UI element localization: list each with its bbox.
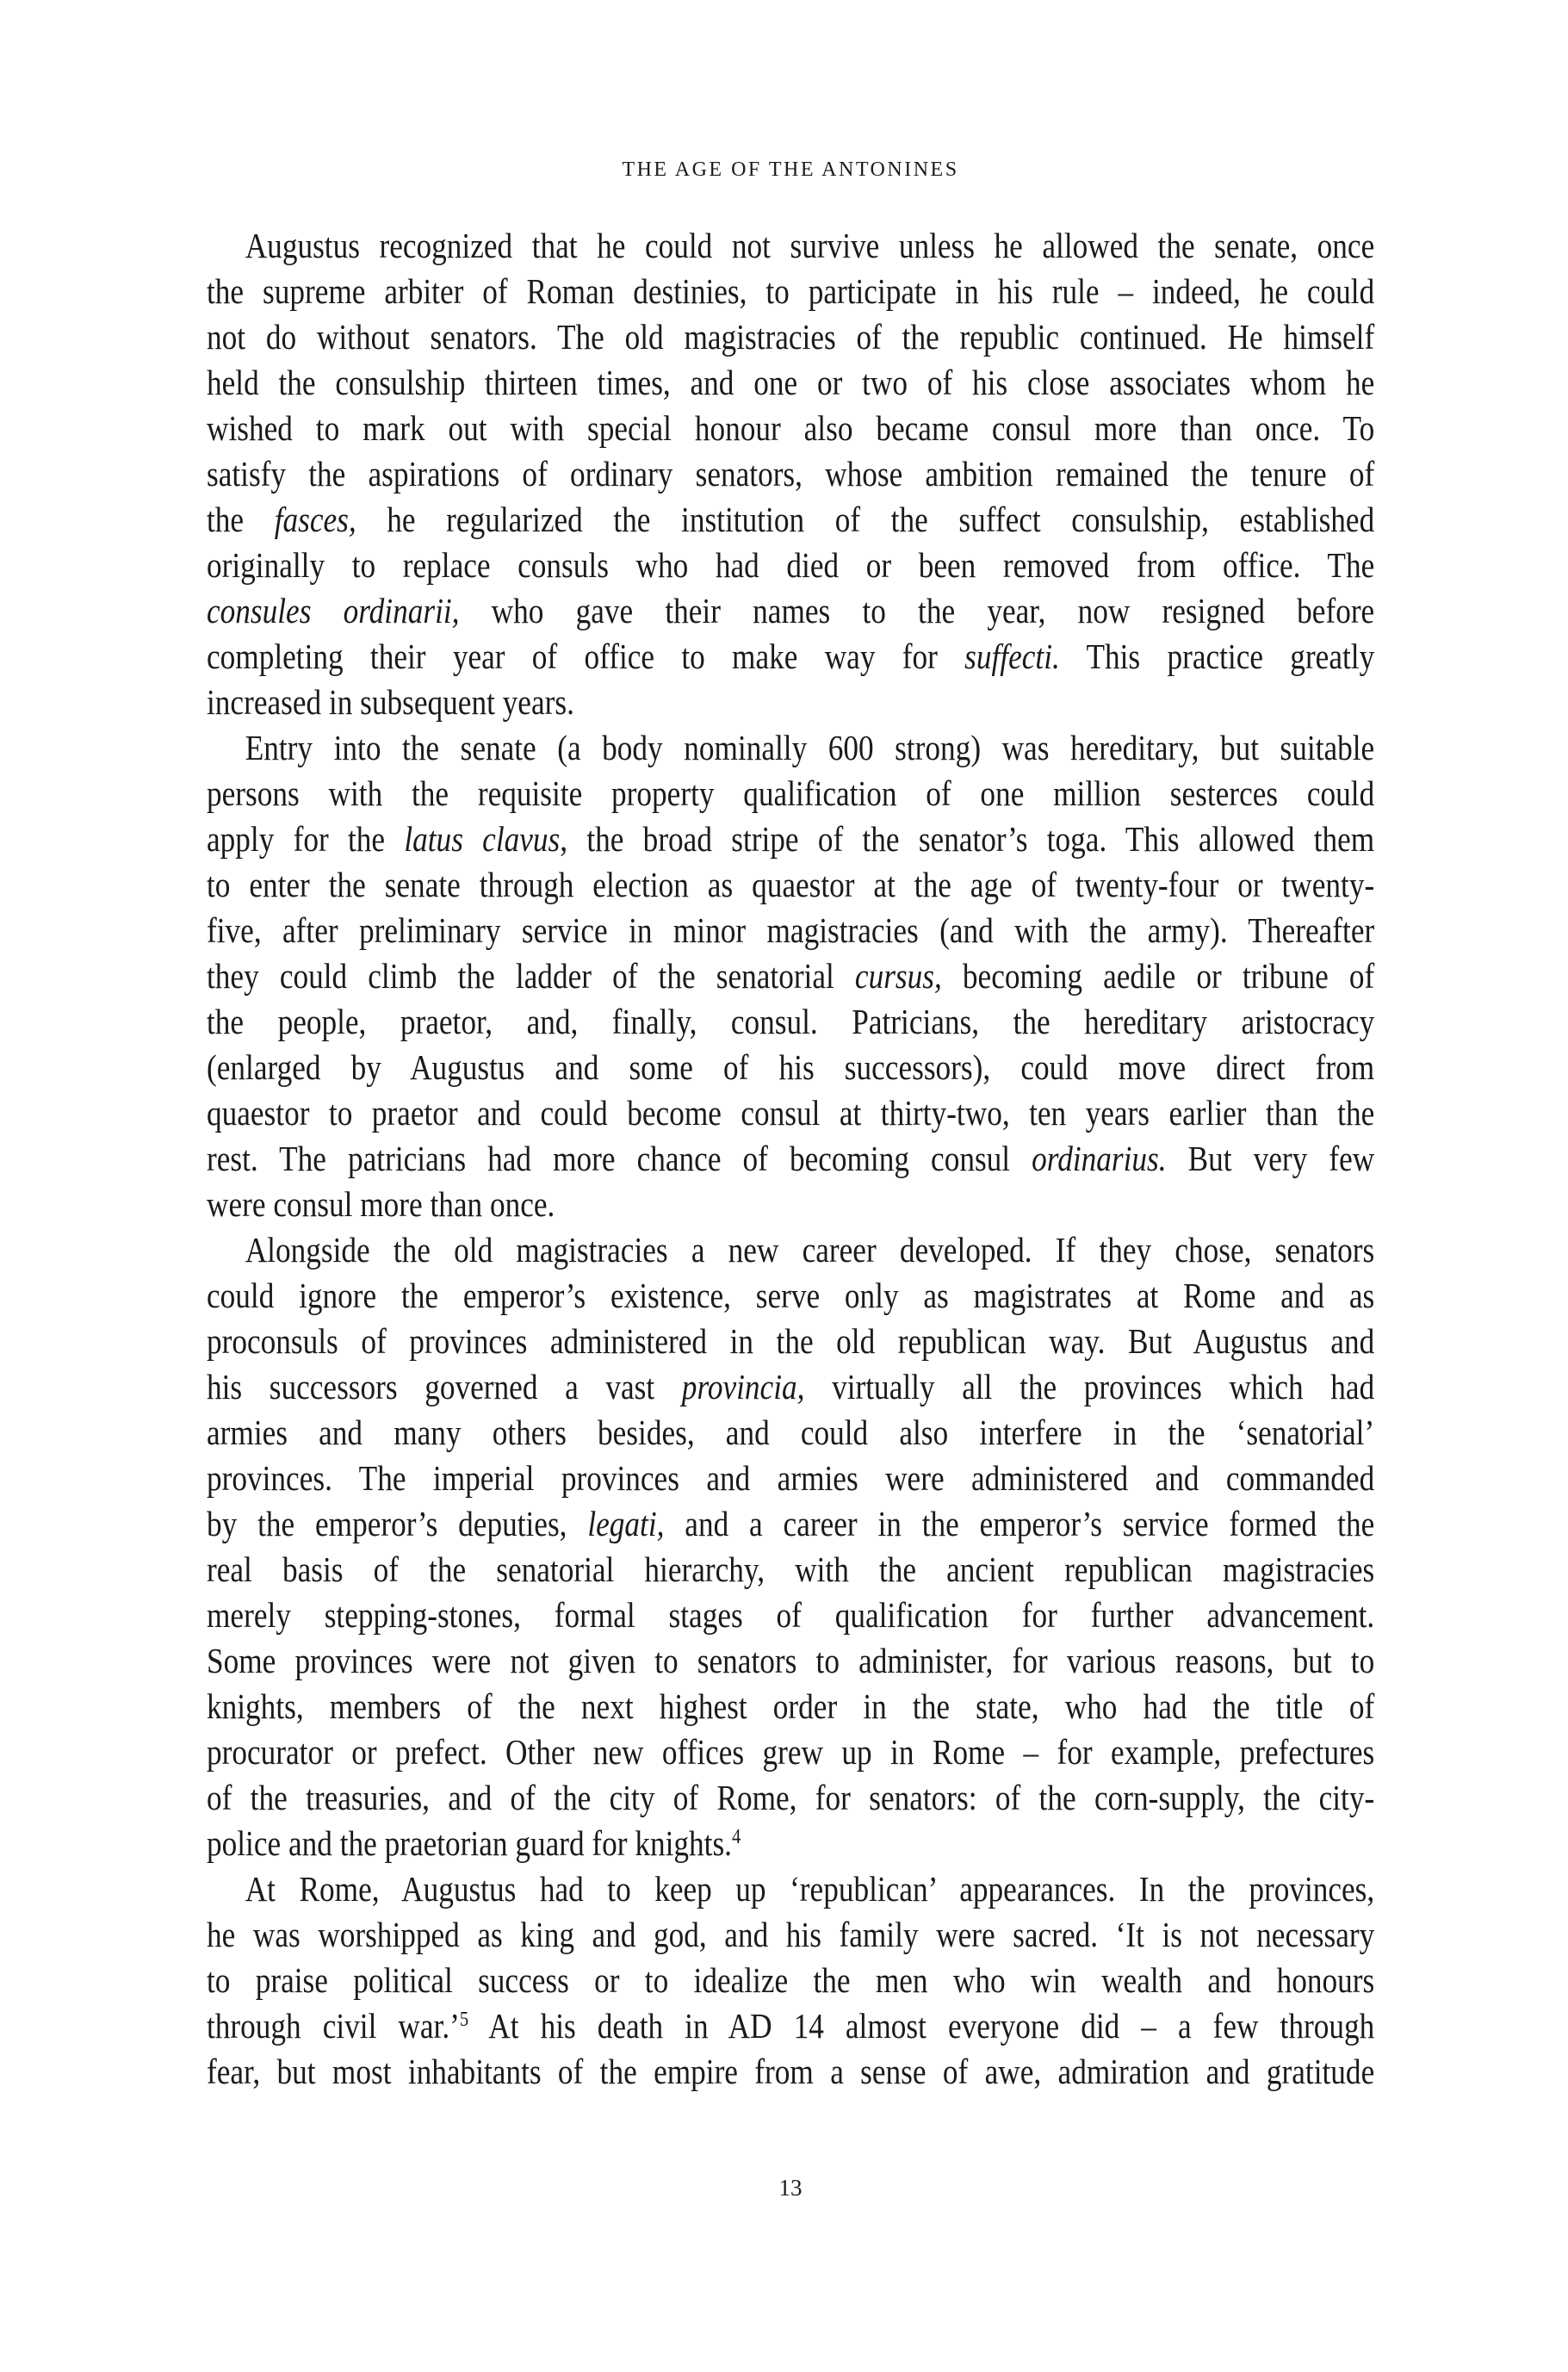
text-line — [207, 497, 1374, 543]
text-run: Some provinces were not given to senators to administer, for various reasons, but to — [207, 1641, 1375, 1680]
text-run: could ignore the emperor’s existence, serve only as magistrates at Rome and as — [207, 1276, 1375, 1315]
text-run: not do without senators. The old magistracies of the republic continued. He himself — [207, 317, 1375, 357]
text-line — [207, 1364, 1374, 1410]
text-run: virtually all the provinces which had — [804, 1367, 1375, 1406]
text-run: satisfy the aspirations of ordinary senators, whose ambition remained the tenure of — [207, 454, 1375, 494]
text-line — [207, 1638, 1374, 1684]
text-run: Entry into the senate (a body nominally 600 strong) was hereditary, but suitable — [245, 728, 1375, 767]
text-line — [207, 1273, 1374, 1319]
text-line — [207, 269, 1374, 314]
italic-term: cursus, — [854, 956, 942, 996]
text-run: provinces. The imperial provinces and armies were administered and commanded — [207, 1458, 1375, 1498]
text-line — [207, 1090, 1374, 1136]
text-line — [207, 314, 1374, 360]
text-run: and a career in the emperor’s service formed the — [664, 1504, 1375, 1543]
italic-term: legati, — [587, 1504, 665, 1543]
text-run: completing their year of office to make way for — [207, 636, 965, 676]
text-run: they could climb the ladder of the senatorial — [207, 956, 855, 996]
text-run: At Rome, Augustus had to keep up ‘republican’ appearances. In the provinces, — [245, 1869, 1375, 1909]
text-run: (enlarged by Augustus and some of his successors), could move direct from — [207, 1047, 1375, 1087]
running-head: THE AGE OF THE ANTONINES — [622, 158, 959, 181]
text-run: through civil war.’ — [207, 2006, 460, 2046]
footnote-ref[interactable]: 5 — [459, 2009, 469, 2031]
text-run: proconsuls of provinces administered in the old republican way. But Augustus and — [207, 1321, 1375, 1361]
italic-term: provincia, — [681, 1367, 805, 1406]
text-line — [207, 1821, 1374, 1866]
text-line — [207, 999, 1374, 1045]
text-run: the — [207, 500, 275, 539]
italic-term: fasces, — [274, 500, 356, 539]
text-line — [207, 1547, 1374, 1593]
text-line — [207, 1045, 1374, 1090]
text-run: to enter the senate through election as quaestor at the age of twenty-four or twenty- — [207, 865, 1375, 904]
italic-term: ordinarius. — [1032, 1139, 1167, 1178]
text-run: held the consulship thirteen times, and one or two of his close associates whom he — [207, 363, 1375, 402]
text-run: he regularized the institution of the suffect consulship, established — [356, 500, 1375, 539]
text-line — [207, 2049, 1374, 2095]
text-run: real basis of the senatorial hierarchy, with the ancient republican magistracies — [207, 1549, 1375, 1589]
text-line — [207, 1501, 1374, 1547]
text-run: persons with the requisite property qualification of one million sesterces could — [207, 773, 1375, 813]
text-line — [207, 1729, 1374, 1775]
text-line — [207, 680, 1374, 725]
text-line — [207, 862, 1374, 908]
text-run: Augustus recognized that he could not survive unless he allowed the senate, once — [245, 226, 1375, 265]
text-run: merely stepping-stones, formal stages of qualification for further advancement. — [207, 1595, 1375, 1635]
text-line — [207, 223, 1374, 269]
text-run: police and the praetorian guard for knights. — [207, 1823, 732, 1863]
text-run: who gave their names to the year, now resigned before — [459, 591, 1375, 630]
text-run: knights, members of the next highest order in the state, who had the title of — [207, 1686, 1375, 1726]
text-run: five, after preliminary service in minor magistracies (and with the army). Thereafter — [207, 910, 1375, 950]
body-text — [207, 223, 1374, 2095]
text-line — [207, 817, 1374, 862]
text-run: the supreme arbiter of Roman destinies, to participate in his rule – indeed, he could — [207, 271, 1375, 311]
italic-term: suffecti. — [964, 636, 1060, 676]
text-line — [207, 1593, 1374, 1638]
text-run: , the broad stripe of the senator’s toga. This allowed them — [560, 819, 1375, 859]
paragraph — [207, 223, 1374, 725]
footnote-ref[interactable]: 4 — [731, 1826, 741, 1848]
text-run: But very few — [1166, 1139, 1375, 1178]
text-line — [207, 451, 1374, 497]
text-line — [207, 1182, 1374, 1227]
text-run: apply for the — [207, 819, 405, 859]
text-line — [207, 1775, 1374, 1821]
text-run: armies and many others besides, and could also interfere in the ‘senatorial’ — [207, 1413, 1375, 1452]
text-line — [207, 1456, 1374, 1501]
text-run: to praise political success or to idealize the men who win wealth and honours — [207, 1960, 1375, 2000]
text-line — [207, 1866, 1374, 1912]
text-run: quaestor to praetor and could become consul at thirty-two, ten years earlier than the — [207, 1093, 1375, 1133]
text-line — [207, 1684, 1374, 1729]
text-line — [207, 1227, 1374, 1273]
paragraph — [207, 725, 1374, 1227]
text-run: the people, praetor, and, finally, consul. Patricians, the hereditary aristocracy — [207, 1002, 1375, 1041]
text-run: procurator or prefect. Other new offices grew up in Rome – for example, prefectures — [207, 1732, 1375, 1772]
italic-term: consules ordinarii, — [207, 591, 460, 630]
text-run: wished to mark out with special honour also became consul more than once. To — [207, 408, 1375, 448]
text-line — [207, 1912, 1374, 1958]
text-run: his successors governed a vast — [207, 1367, 682, 1406]
text-line — [207, 1410, 1374, 1456]
text-run: of the treasuries, and of the city of Rome, for senators: of the corn-supply, the city- — [207, 1778, 1375, 1817]
text-line — [207, 588, 1374, 634]
page-number: 13 — [778, 2175, 803, 2201]
text-line — [207, 1958, 1374, 2003]
text-line — [207, 1319, 1374, 1364]
text-line — [207, 406, 1374, 451]
text-run: At his death in AD 14 almost everyone did – a few through — [468, 2006, 1375, 2046]
text-line — [207, 771, 1374, 817]
text-run: originally to replace consuls who had died or been removed from office. The — [207, 545, 1375, 585]
text-line — [207, 908, 1374, 953]
text-run: by the emperor’s deputies, — [207, 1504, 588, 1543]
text-run: were consul more than once. — [207, 1184, 555, 1224]
paragraph — [207, 1227, 1374, 1866]
text-run: This practice greatly — [1059, 636, 1375, 676]
text-run: he was worshipped as king and god, and his family were sacred. ‘It is not necessary — [207, 1915, 1375, 1954]
text-run: becoming aedile or tribune of — [941, 956, 1375, 996]
paragraph — [207, 1866, 1374, 2095]
text-line — [207, 1136, 1374, 1182]
text-line — [207, 543, 1374, 588]
text-line — [207, 725, 1374, 771]
text-run: fear, but most inhabitants of the empire from a sense of awe, admiration and gratitude — [207, 2052, 1375, 2091]
text-line — [207, 634, 1374, 680]
italic-term: latus clavus — [404, 819, 561, 859]
text-line — [207, 953, 1374, 999]
text-run: Alongside the old magistracies a new career developed. If they chose, senators — [245, 1230, 1375, 1270]
text-run: increased in subsequent years. — [207, 682, 574, 722]
text-run: rest. The patricians had more chance of becoming consul — [207, 1139, 1032, 1178]
text-line — [207, 360, 1374, 406]
text-line — [207, 2003, 1374, 2049]
